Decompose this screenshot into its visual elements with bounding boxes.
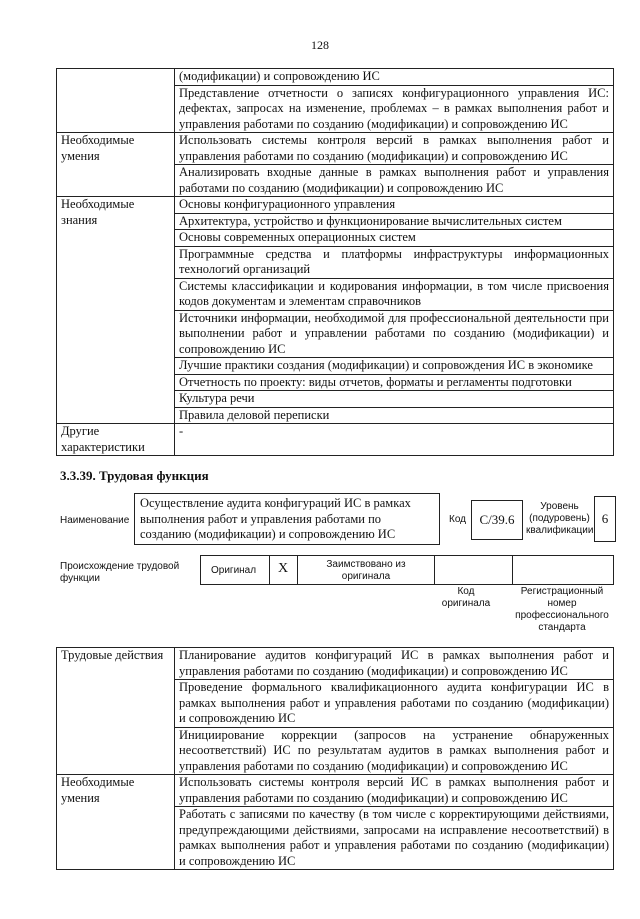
table-row <box>57 775 614 807</box>
table-row <box>57 424 614 456</box>
cell-text: (модификации) и сопровождению ИС <box>175 69 614 86</box>
cell-text: Основы конфигурационного управления <box>175 197 614 214</box>
cell-text: Отчетность по проекту: виды отчетов, форматы и регламенты подготовки <box>175 374 614 391</box>
original-label: Оригинал <box>211 565 257 576</box>
origin-code-caption: Код оригинала <box>441 586 491 609</box>
origin-label: Происхождение трудовой функции <box>60 561 180 584</box>
name-label: Наименование <box>60 515 130 526</box>
cell-text: Лучшие практики создания (модификации) и сопровождения ИС в экономике <box>175 358 614 375</box>
bottom-requirements-table <box>56 647 614 870</box>
cell-text: - <box>175 424 614 456</box>
cell-text: Правила деловой переписки <box>175 407 614 424</box>
borrowed-label: Заимствовано из оригинала <box>326 559 406 582</box>
code-label: Код <box>449 514 467 525</box>
function-name-box <box>134 493 440 545</box>
function-name: Осуществление аудита конфигураций ИС в рамках выполнения работ и управления работами по созданию (модификации) и сопровождению ИС <box>140 496 411 541</box>
cell-text: Инициирование коррекции (запросов на устранение обнаруженных несоответствий) ИС по результатам аудитов в рамках выполнения работ и управления работами по созданию (модификации) и сопровождению ИС <box>175 727 614 775</box>
cell-text: Культура речи <box>175 391 614 408</box>
code-value: C/39.6 <box>471 500 523 540</box>
row-label: Необходимые умения <box>57 133 175 197</box>
table-row <box>57 69 614 86</box>
cell-text: Основы современных операционных систем <box>175 230 614 247</box>
cell-text: Источники информации, необходимой для профессиональной деятельности при выполнении работ и управлении работами по созданию (модификации) и сопровождению ИС <box>175 310 614 358</box>
cell-text: Программные средства и платформы инфраструктуры информационных технологий организаций <box>175 246 614 278</box>
original-mark: X <box>277 561 289 576</box>
row-label: Трудовые действия <box>57 648 175 775</box>
section-heading: 3.3.39. Трудовая функция <box>60 468 209 483</box>
qualification-level-label: Уровень (подуровень) квалификации <box>526 501 594 536</box>
reg-number-caption: Регистрационный номер профессионального стандарта <box>515 586 609 633</box>
cell-text: Архитектура, устройство и функционирование вычислительных систем <box>175 213 614 230</box>
table-row <box>57 648 614 680</box>
cell-text: Представление отчетности о записях конфигурационного управления ИС: дефектах, запросах на изменение, проблемах – в рамках выполнения работ и управления работами по созданию (модификации) и сопровождению ИС <box>175 85 614 133</box>
cell-text: Системы классификации и кодирования информации, в том числе присвоения кодов документам и элементам справочников <box>175 278 614 310</box>
cell-text: Работать с записями по качеству (в том числе с корректирующими действиями, предупреждающими действиями, запросами на исправление несоответствий) в рамках выполнения работ и управления работами по созданию (модификации) и сопровождению ИС <box>175 807 614 870</box>
cell-text: Планирование аудитов конфигураций ИС в рамках выполнения работ и управления работами по созданию (модификации) и сопровождению ИС <box>175 648 614 680</box>
row-label: Другие характеристики <box>57 424 175 456</box>
qualification-level-value: 6 <box>594 496 616 542</box>
top-requirements-table <box>56 68 614 456</box>
origin-box <box>200 555 614 585</box>
row-label <box>57 69 175 133</box>
page-number: 128 <box>311 38 329 52</box>
table-row <box>57 133 614 165</box>
cell-text: Использовать системы контроля версий ИС в рамках выполнения работ и управления работами по созданию (модификации) и сопровождению ИС <box>175 775 614 807</box>
cell-text: Проведение формального квалификационного аудита конфигурации ИС в рамках выполнения работ и управления работами по созданию (модификации) и сопровождению ИС <box>175 680 614 728</box>
table-row <box>57 197 614 214</box>
row-label: Необходимые умения <box>57 775 175 870</box>
cell-text: Использовать системы контроля версий в рамках выполнения работ и управления работами по созданию (модификации) и сопровождению ИС <box>175 133 614 165</box>
row-label: Необходимые знания <box>57 197 175 424</box>
cell-text: Анализировать входные данные в рамках выполнения работ и управления работами по созданию (модификации) и сопровождению ИС <box>175 165 614 197</box>
